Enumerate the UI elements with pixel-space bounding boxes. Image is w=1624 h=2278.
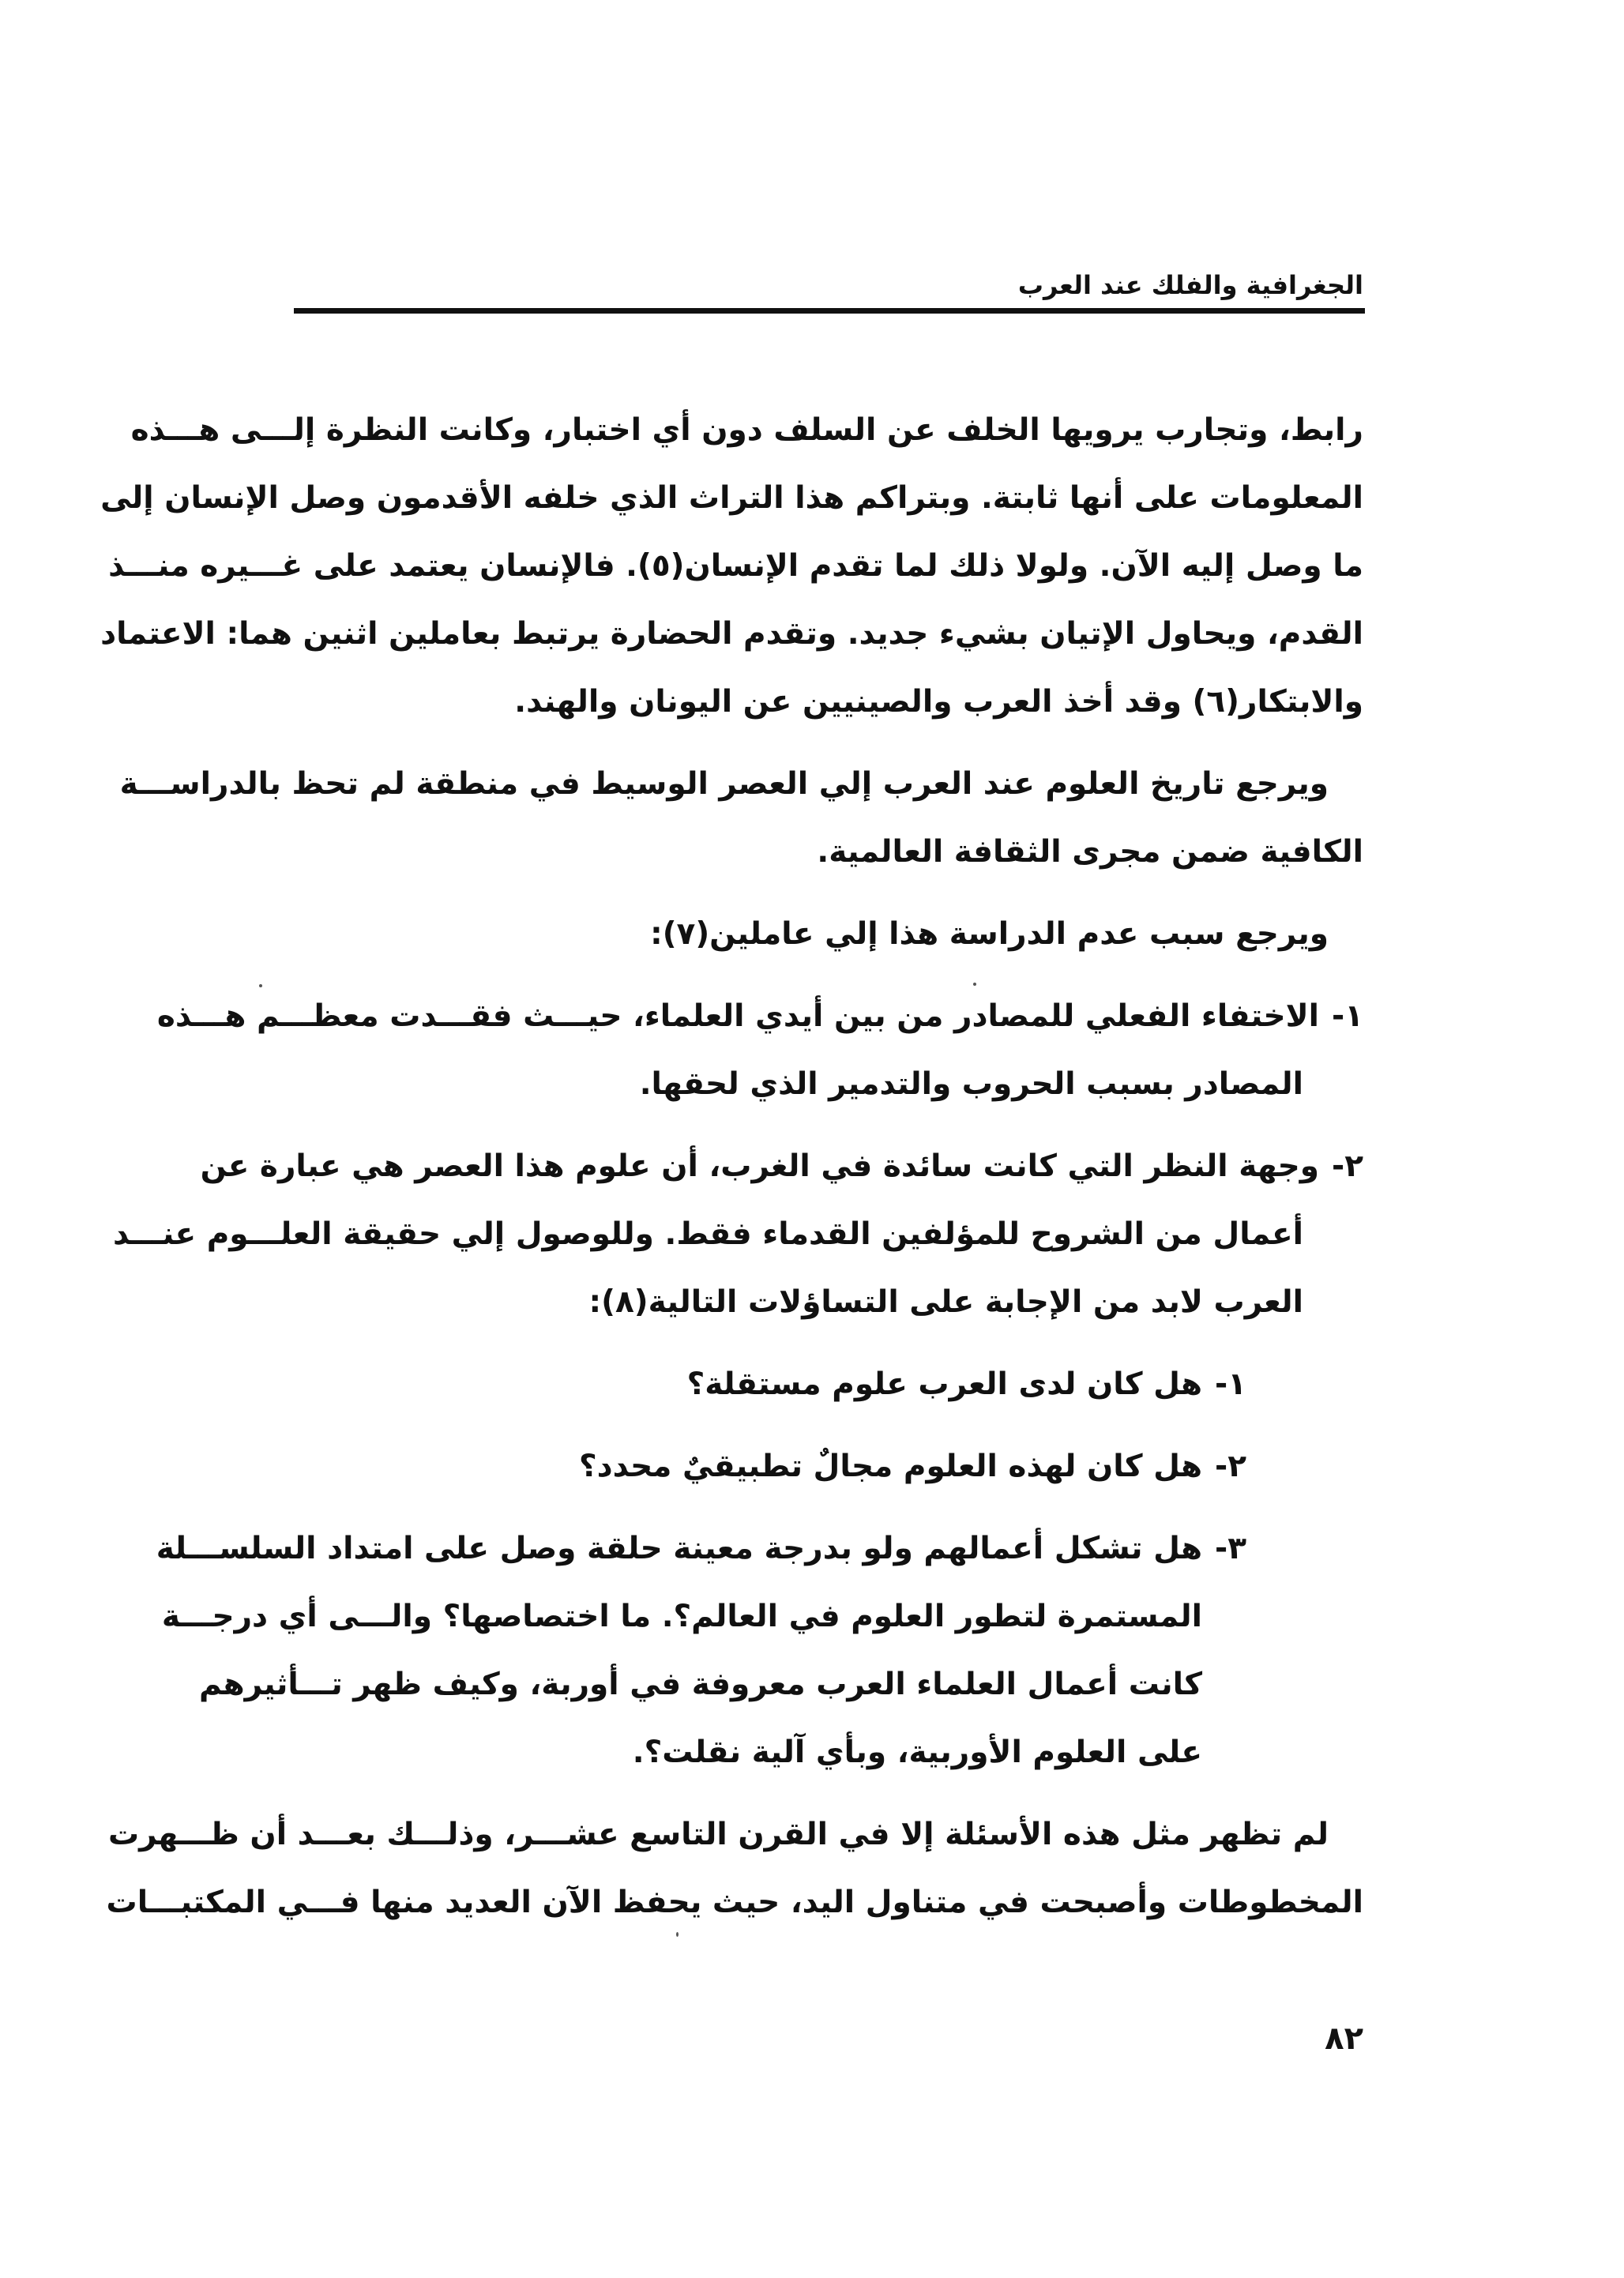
paragraph-2 [119, 750, 1363, 886]
list-number: ٢- [1215, 1449, 1246, 1484]
text-line: ما وصل إليه الآن. ولولا ذلك لما تقدم الإنسان(٥). فالإنسان يعتمد على غـــيره منـــذ [108, 548, 1363, 584]
text-line: الكافية ضمن مجرى الثقافة العالمية. [817, 834, 1363, 870]
list-text: هل كان لهذه العلوم مجالٌ تطبيقيٌ محدد؟ [578, 1449, 1202, 1484]
header-rule [294, 308, 1365, 314]
text-line: كانت أعمال العلماء العرب معروفة في أوربة، وكيف ظهر تـــأثيرهم [198, 1667, 1202, 1702]
text-line: على العلوم الأوربية، وبأي آلية نقلت؟. [632, 1735, 1202, 1770]
list-text: وجهة النظر التي كانت سائدة في الغرب، أن علوم هذا العصر هي عبارة عن [200, 1148, 1319, 1184]
list-text: الاختفاء الفعلي للمصادر من بين أيدي العلماء، حيـــث فقـــدت معظـــم هـــذه [156, 998, 1319, 1034]
text-line: لم تظهر مثل هذه الأسئلة إلا في القرن التاسع عشـــر، وذلـــك بعـــد أن ظـــهرت [107, 1817, 1329, 1852]
text-line [156, 983, 1363, 1051]
text-line: القدم، ويحاول الإتيان بشيء جديد. وتقدم الحضارة يرتبط بعاملين اثنين هما: الاعتماد [100, 616, 1363, 652]
text-line: المخطوطات وأصبحت في متناول اليد، حيث يحفظ الآن العديد منها فـــي المكتبـــات [106, 1885, 1363, 1920]
question-item-3 [156, 1515, 1363, 1787]
list-number: ٢- [1332, 1148, 1363, 1184]
reason-item-1 [156, 983, 1363, 1118]
closing-paragraph [106, 1801, 1363, 1937]
page-number: ٨٢ [1325, 2021, 1363, 2057]
list-text: هل كان لدى العرب علوم مستقلة؟ [686, 1366, 1202, 1402]
text-line: المصادر بسبب الحروب والتدمير الذي لحقها. [639, 1066, 1303, 1102]
scan-speck [259, 984, 262, 987]
list-number: ٣- [1215, 1531, 1246, 1566]
text-line [259, 1433, 1363, 1501]
paragraph-1 [100, 397, 1363, 736]
list-text: هل تشكل أعمالهم ولو بدرجة معينة حلقة وصل على امتداد السلســـلة [156, 1531, 1202, 1566]
text-line: العرب لابد من الإجابة على التساؤلات التالية(٨): [588, 1284, 1303, 1320]
running-header: الجغرافية والفلك عند العرب [1017, 270, 1363, 300]
text-line [156, 1515, 1363, 1583]
text-line [259, 1351, 1363, 1419]
text-line: رابط، وتجارب يرويها الخلف عن السلف دون أي اختبار، وكانت النظرة إلـــى هـــذه [130, 412, 1363, 448]
text-line: ويرجع سبب عدم الدراسة هذا إلي عاملين(٧): [650, 916, 1329, 952]
scan-speck [676, 1932, 679, 1937]
text-line: والابتكار(٦) وقد أخذ العرب والصينيين عن اليونان والهند. [514, 684, 1363, 720]
list-number: ١- [1332, 998, 1363, 1034]
reason-item-2 [113, 1133, 1363, 1336]
scan-speck [973, 983, 976, 986]
text-line: المعلومات على أنها ثابتة. وبتراكم هذا التراث الذي خلفه الأقدمون وصل الإنسان إلى [100, 480, 1363, 516]
question-item-1 [259, 1351, 1363, 1419]
text-line: المستمرة لتطور العلوم في العالم؟. ما اختصاصها؟ والـــى أي درجـــة [161, 1599, 1202, 1634]
question-item-2 [259, 1433, 1363, 1501]
text-line: ويرجع تاريخ العلوم عند العرب إلي العصر الوسيط في منطقة لم تحظ بالدراســـة [119, 766, 1329, 802]
text-line: أعمال من الشروح للمؤلفين القدماء فقط. وللوصول إلي حقيقة العلـــوم عنـــد [113, 1216, 1303, 1252]
list-number: ١- [1215, 1366, 1246, 1402]
paragraph-3 [259, 900, 1363, 968]
text-line [200, 1133, 1363, 1201]
body-text [100, 397, 1363, 1937]
